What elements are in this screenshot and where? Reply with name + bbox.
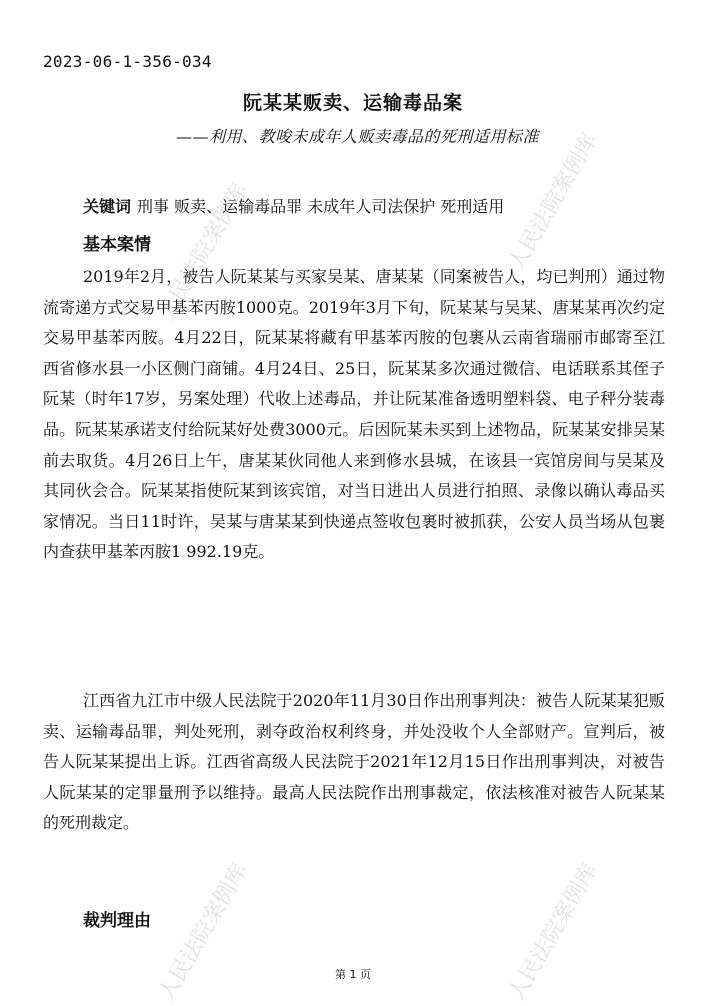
case-id: 2023-06-1-356-034 [43,52,212,71]
watermark: 人民法院案例库 [504,859,603,1005]
keywords-text: 刑事 贩卖、运输毒品罪 未成年人司法保护 死刑适用 [137,197,505,216]
paragraph-judgment: 江西省九江市中级人民法院于2020年11月30日作出刑事判决：被告人阮某某犯贩卖、运输毒品罪，判处死刑，剥夺政治权利终身，并处没收个人全部财产。宣判后，被告人阮某某提出上诉。江西省高级人民法院于2021年12月15日作出刑事判决，对被告人阮某某的定罪量刑予以维持。最高人民法院作出刑事裁定，依法核准对被告人阮某某的死刑裁定。 [43,691,665,833]
watermark: 人民法院案例库 [504,129,603,275]
document-title: 阮某某贩卖、运输毒品案 [242,92,463,114]
watermark: 人民法院案例库 [154,179,253,325]
page-number: 第 1 页 [335,968,371,981]
keywords-label: 关键词 [83,197,132,216]
section-heading-basic-facts: 基本案情 [83,235,151,255]
document-subtitle: ——利用、教唆未成年人贩卖毒品的死刑适用标准 [176,127,540,146]
watermark: 人民法院案例库 [154,859,253,1005]
section-heading-reasoning: 裁判理由 [83,911,151,931]
paragraph-case-facts: 2019年2月，被告人阮某某与买家吴某、唐某某（同案被告人，均已判刑）通过物流寄递方式交易甲基苯丙胺1000克。2019年3月下旬，阮某某与吴某、唐某某再次约定交易甲基苯丙胺。4月22日，阮某某将藏有甲基苯丙胺的包裹从云南省瑞丽市邮寄至江西省修水县一小区侧门商铺。4月24日、25日，阮某某多次通过微信、电话联系其侄子阮某（时年17岁，另案处理）代收上述毒品，并让阮某准备透明塑料袋、电子秤分装毒品。阮某某承诺支付给阮某好处费3000元。后因阮某未买到上述物品，阮某某安排吴某前去取货。4月26日上午，唐某某伙同他人来到修水县城，在该县一宾馆房间与吴某及其同伙会合。阮某某指使阮某到该宾馆，对当日进出人员进行拍照、录像以确认毒品买家情况。当日11时许，吴某与唐某某到快递点签收包裹时被抓获，公安人员当场从包裹内查获甲基苯丙胺1 992.19克。 [43,267,665,562]
keywords-line [83,194,504,217]
